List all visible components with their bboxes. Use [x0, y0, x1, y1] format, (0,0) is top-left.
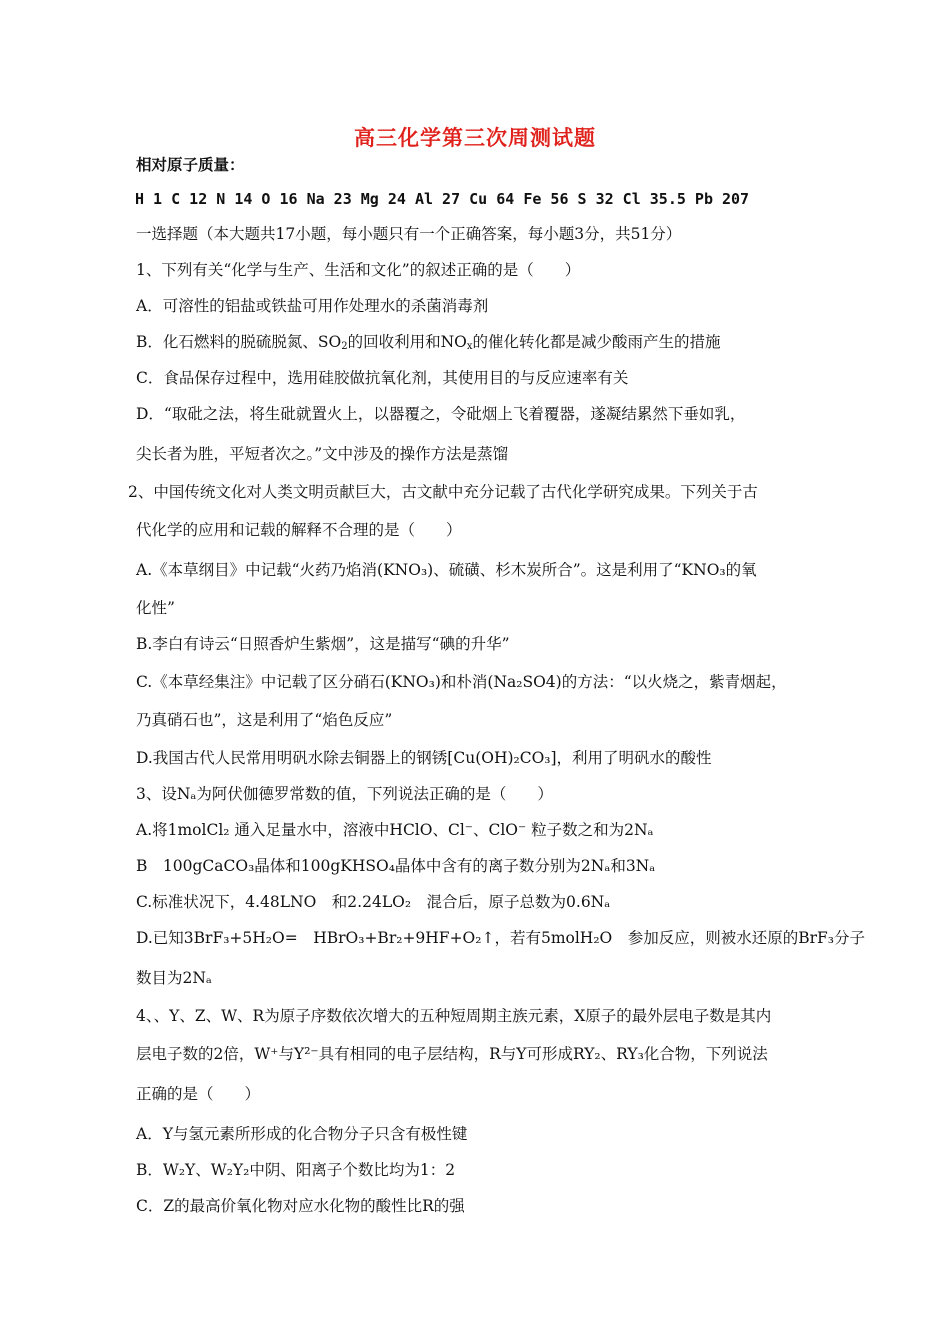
q4-option-b: B．W₂Y、W₂Y₂中阴、阳离子个数比均为1：2: [136, 1161, 456, 1179]
q3-option-c: C.标准状况下，4.48LNO 和2.24LO₂ 混合后，原子总数为0.6Nₐ: [136, 893, 611, 911]
section-header: 一选择题（本大题共17小题，每小题只有一个正确答案，每小题3分，共51分）: [136, 225, 682, 243]
q4-stem-line1: 4、、Y、Z、W、R为原子序数依次增大的五种短周期主族元素，X原子的最外层电子数是其内: [136, 1007, 772, 1025]
q3-stem: 3、设Nₐ为阿伏伽德罗常数的值，下列说法正确的是（ ）: [136, 785, 553, 803]
q1-b-text-mid: 的回收利用和NO: [347, 333, 467, 351]
q4-stem-line3: 正确的是（ ）: [136, 1085, 261, 1103]
page-title: 高三化学第三次周测试题: [354, 125, 596, 150]
q4-option-a: A．Y与氢元素所形成的化合物分子只含有极性键: [136, 1125, 468, 1143]
q1-b-text: B．化石燃料的脱硫脱氮、SO: [136, 333, 342, 351]
q2-stem-line1: 2、中国传统文化对人类文明贡献巨大，古文献中充分记载了古代化学研究成果。下列关于古: [128, 483, 758, 501]
q1-stem: 1、下列有关“化学与生产、生活和文化”的叙述正确的是（ ）: [136, 261, 581, 279]
q1-b-sub-x: x: [466, 341, 473, 352]
q2-option-a-line1: A.《本草纲目》中记载“火药乃焰消(KNO₃)、硫磺、杉木炭所合”。这是利用了“KNO₃的氧: [136, 561, 757, 579]
q4-option-c: C．Z的最高价氧化物对应水化物的酸性比R的强: [136, 1197, 465, 1215]
q2-option-c-line1: C.《本草经集注》中记载了区分硝石(KNO₃)和朴消(Na₂SO4)的方法：“以火烧之，紫青烟起，: [136, 673, 787, 691]
q2-stem-line2: 代化学的应用和记载的解释不合理的是（ ）: [136, 521, 462, 539]
q2-option-b: B.李白有诗云“日照香炉生紫烟”，这是描写“碘的升华”: [136, 635, 510, 653]
atomic-mass-label: 相对原子质量：: [136, 155, 245, 174]
q2-option-a-line2: 化性”: [136, 599, 175, 617]
q3-option-b: B 100gCaCO₃晶体和100gKHSO₄晶体中含有的离子数分别为2Nₐ和3Nₐ: [136, 857, 656, 875]
q3-option-a: A.将1molCl₂ 通入足量水中，溶液中HClO、Cl⁻、ClO⁻ 粒子数之和为2Nₐ: [136, 821, 654, 839]
q1-option-d-line1: D．“取砒之法，将生砒就置火上，以器覆之，令砒烟上飞着覆器，遂凝结累然下垂如乳，: [136, 405, 746, 423]
q1-b-sub: 2: [341, 341, 348, 352]
q3-option-d-line1: D.已知3BrF₃+5H₂O= HBrO₃+Br₂+9HF+O₂↑，若有5molH₂O 参加反应，则被水还原的BrF₃分子: [136, 929, 866, 947]
q1-option-a: A．可溶性的铝盐或铁盐可用作处理水的杀菌消毒剂: [136, 297, 489, 315]
q1-option-d-line2: 尖长者为胜，平短者次之。”文中涉及的操作方法是蒸馏: [136, 445, 509, 463]
q3-option-d-line2: 数目为2Nₐ: [136, 969, 212, 987]
q2-option-c-line2: 乃真硝石也”，这是利用了“焰色反应”: [136, 711, 393, 729]
q1-option-c: C．食品保存过程中，选用硅胶做抗氧化剂，其使用目的与反应速率有关: [136, 369, 629, 387]
q2-option-d: D.我国古代人民常用明矾水除去铜器上的钢锈[Cu(OH)₂CO₃]，利用了明矾水的酸性: [136, 749, 712, 767]
q4-stem-line2: 层电子数的2倍，W⁺与Y²⁻具有相同的电子层结构，R与Y可形成RY₂、RY₃化合物，下列说法: [136, 1045, 768, 1063]
q1-b-text-post: 的催化转化都是减少酸雨产生的措施: [472, 333, 721, 351]
q1-option-b: [136, 332, 721, 352]
atomic-mass-list: H 1 C 12 N 14 O 16 Na 23 Mg 24 Al 27 Cu 64 Fe 56 S 32 Cl 35.5 Pb 207: [135, 190, 750, 208]
